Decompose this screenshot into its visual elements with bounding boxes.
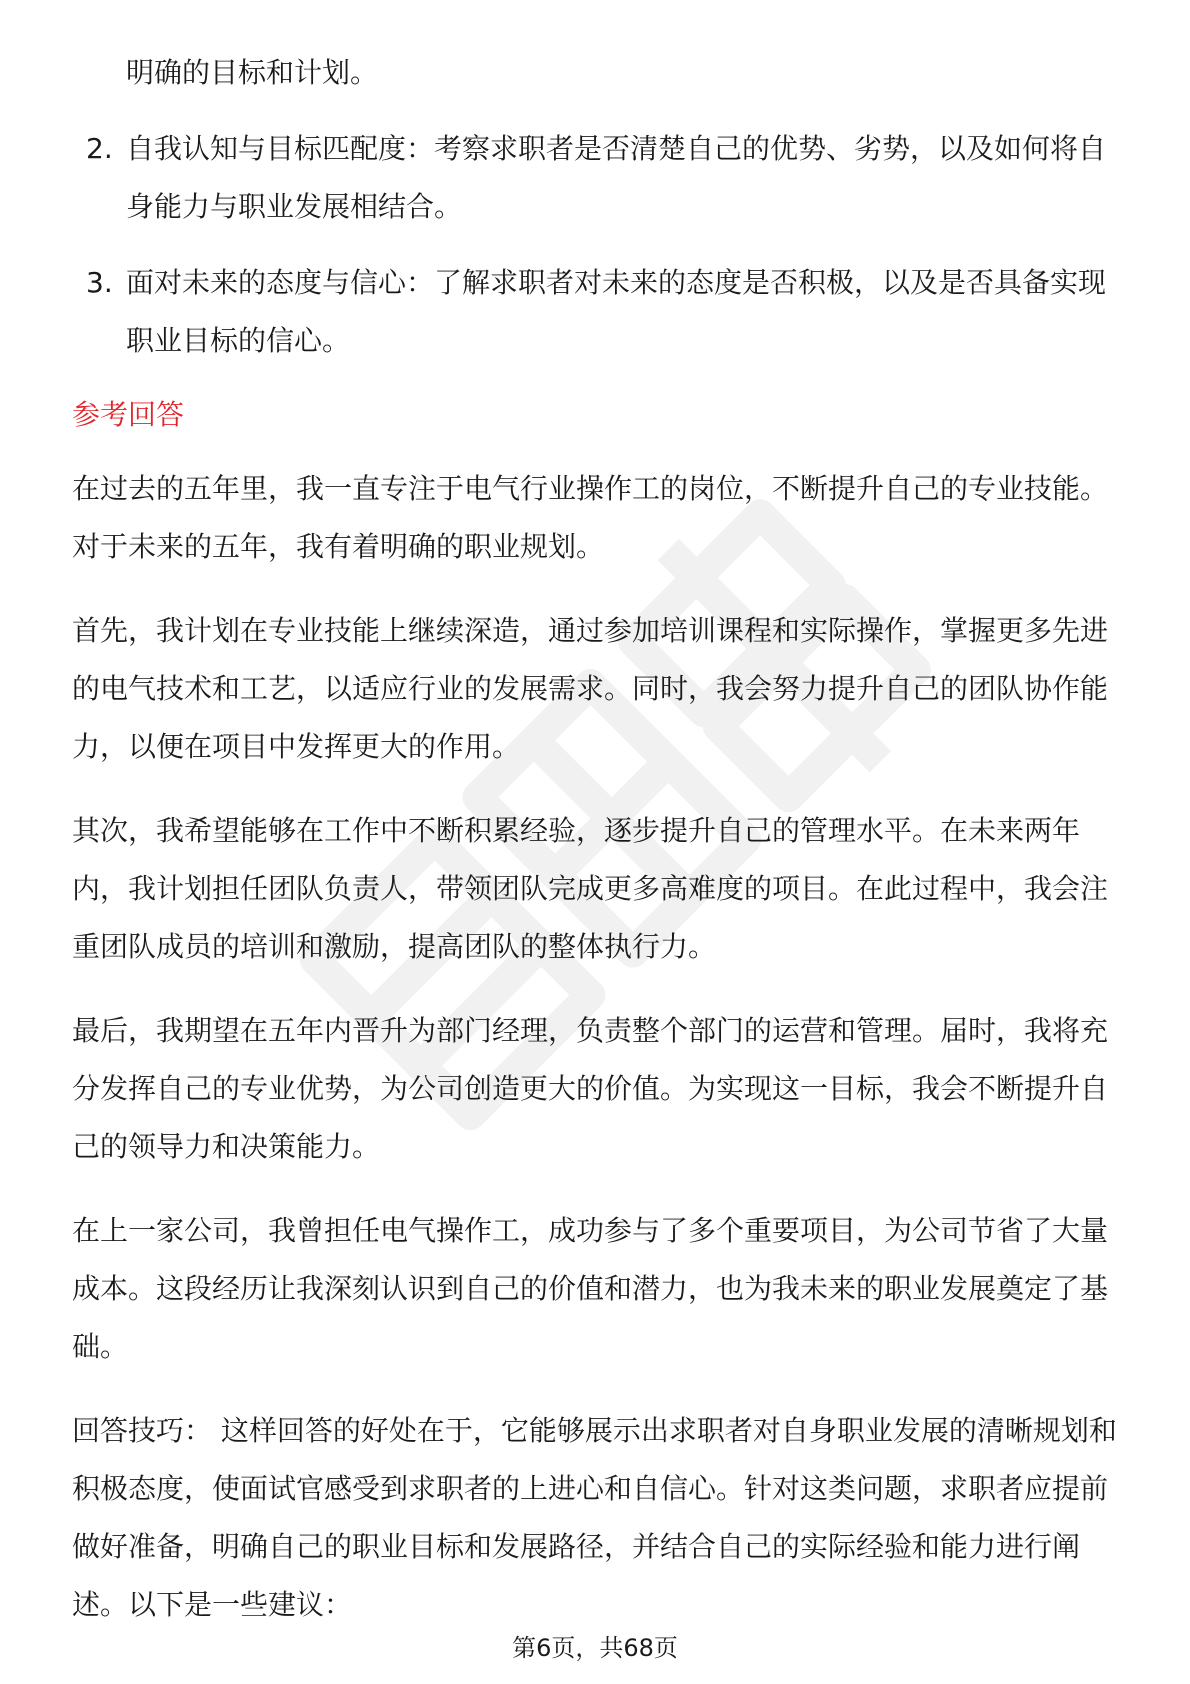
list-item: [72, 120, 1132, 236]
list-item: [72, 254, 1132, 370]
list-item-number: 3.: [86, 266, 113, 299]
section-heading: 参考回答: [72, 398, 185, 431]
list-item: [72, 44, 1132, 102]
paragraph: 其次，我希望能够在工作中不断积累经验，逐步提升自己的管理水平。在未来两年内，我计划担任团队负责人，带领团队完成更多高难度的项目。在此过程中，我会注重团队成员的培训和激励，提高团队的整体执行力。: [72, 814, 1109, 963]
list-item-text: 自我认知与目标匹配度：考察求职者是否清楚自己的优势、劣势，以及如何将自身能力与职业发展相结合。: [126, 132, 1107, 223]
paragraph: 回答技巧： 这样回答的好处在于，它能够展示出求职者对自身职业发展的清晰规划和积极态度，使面试官感受到求职者的上进心和自信心。针对这类问题，求职者应提前做好准备，明确自己的职业目标和发展路径，并结合自己的实际经验和能力进行阐述。以下是一些建议：: [72, 1414, 1117, 1621]
page-content: [72, 44, 1132, 1660]
list-item-number: 2.: [86, 132, 113, 165]
paragraph: 最后，我期望在五年内晋升为部门经理，负责整个部门的运营和管理。届时，我将充分发挥自己的专业优势，为公司创造更大的价值。为实现这一目标，我会不断提升自己的领导力和决策能力。: [72, 1014, 1109, 1163]
criteria-list: [72, 44, 1132, 370]
paragraph: 在上一家公司，我曾担任电气操作工，成功参与了多个重要项目，为公司节省了大量成本。这段经历让我深刻认识到自己的价值和潜力，也为我未来的职业发展奠定了基础。: [72, 1214, 1109, 1363]
paragraph: 首先，我计划在专业技能上继续深造，通过参加培训课程和实际操作，掌握更多先进的电气技术和工艺，以适应行业的发展需求。同时，我会努力提升自己的团队协作能力，以便在项目中发挥更大的作用。: [72, 614, 1109, 763]
list-item-text: 面对未来的态度与信心：了解求职者对未来的态度是否积极，以及是否具备实现职业目标的信心。: [126, 266, 1107, 357]
paragraph: 在过去的五年里，我一直专注于电气行业操作工的岗位，不断提升自己的专业技能。对于未来的五年，我有着明确的职业规划。: [72, 472, 1109, 563]
list-item-text: 明确的目标和计划。: [126, 56, 379, 89]
page-footer: 第6页，共68页: [512, 1634, 678, 1662]
